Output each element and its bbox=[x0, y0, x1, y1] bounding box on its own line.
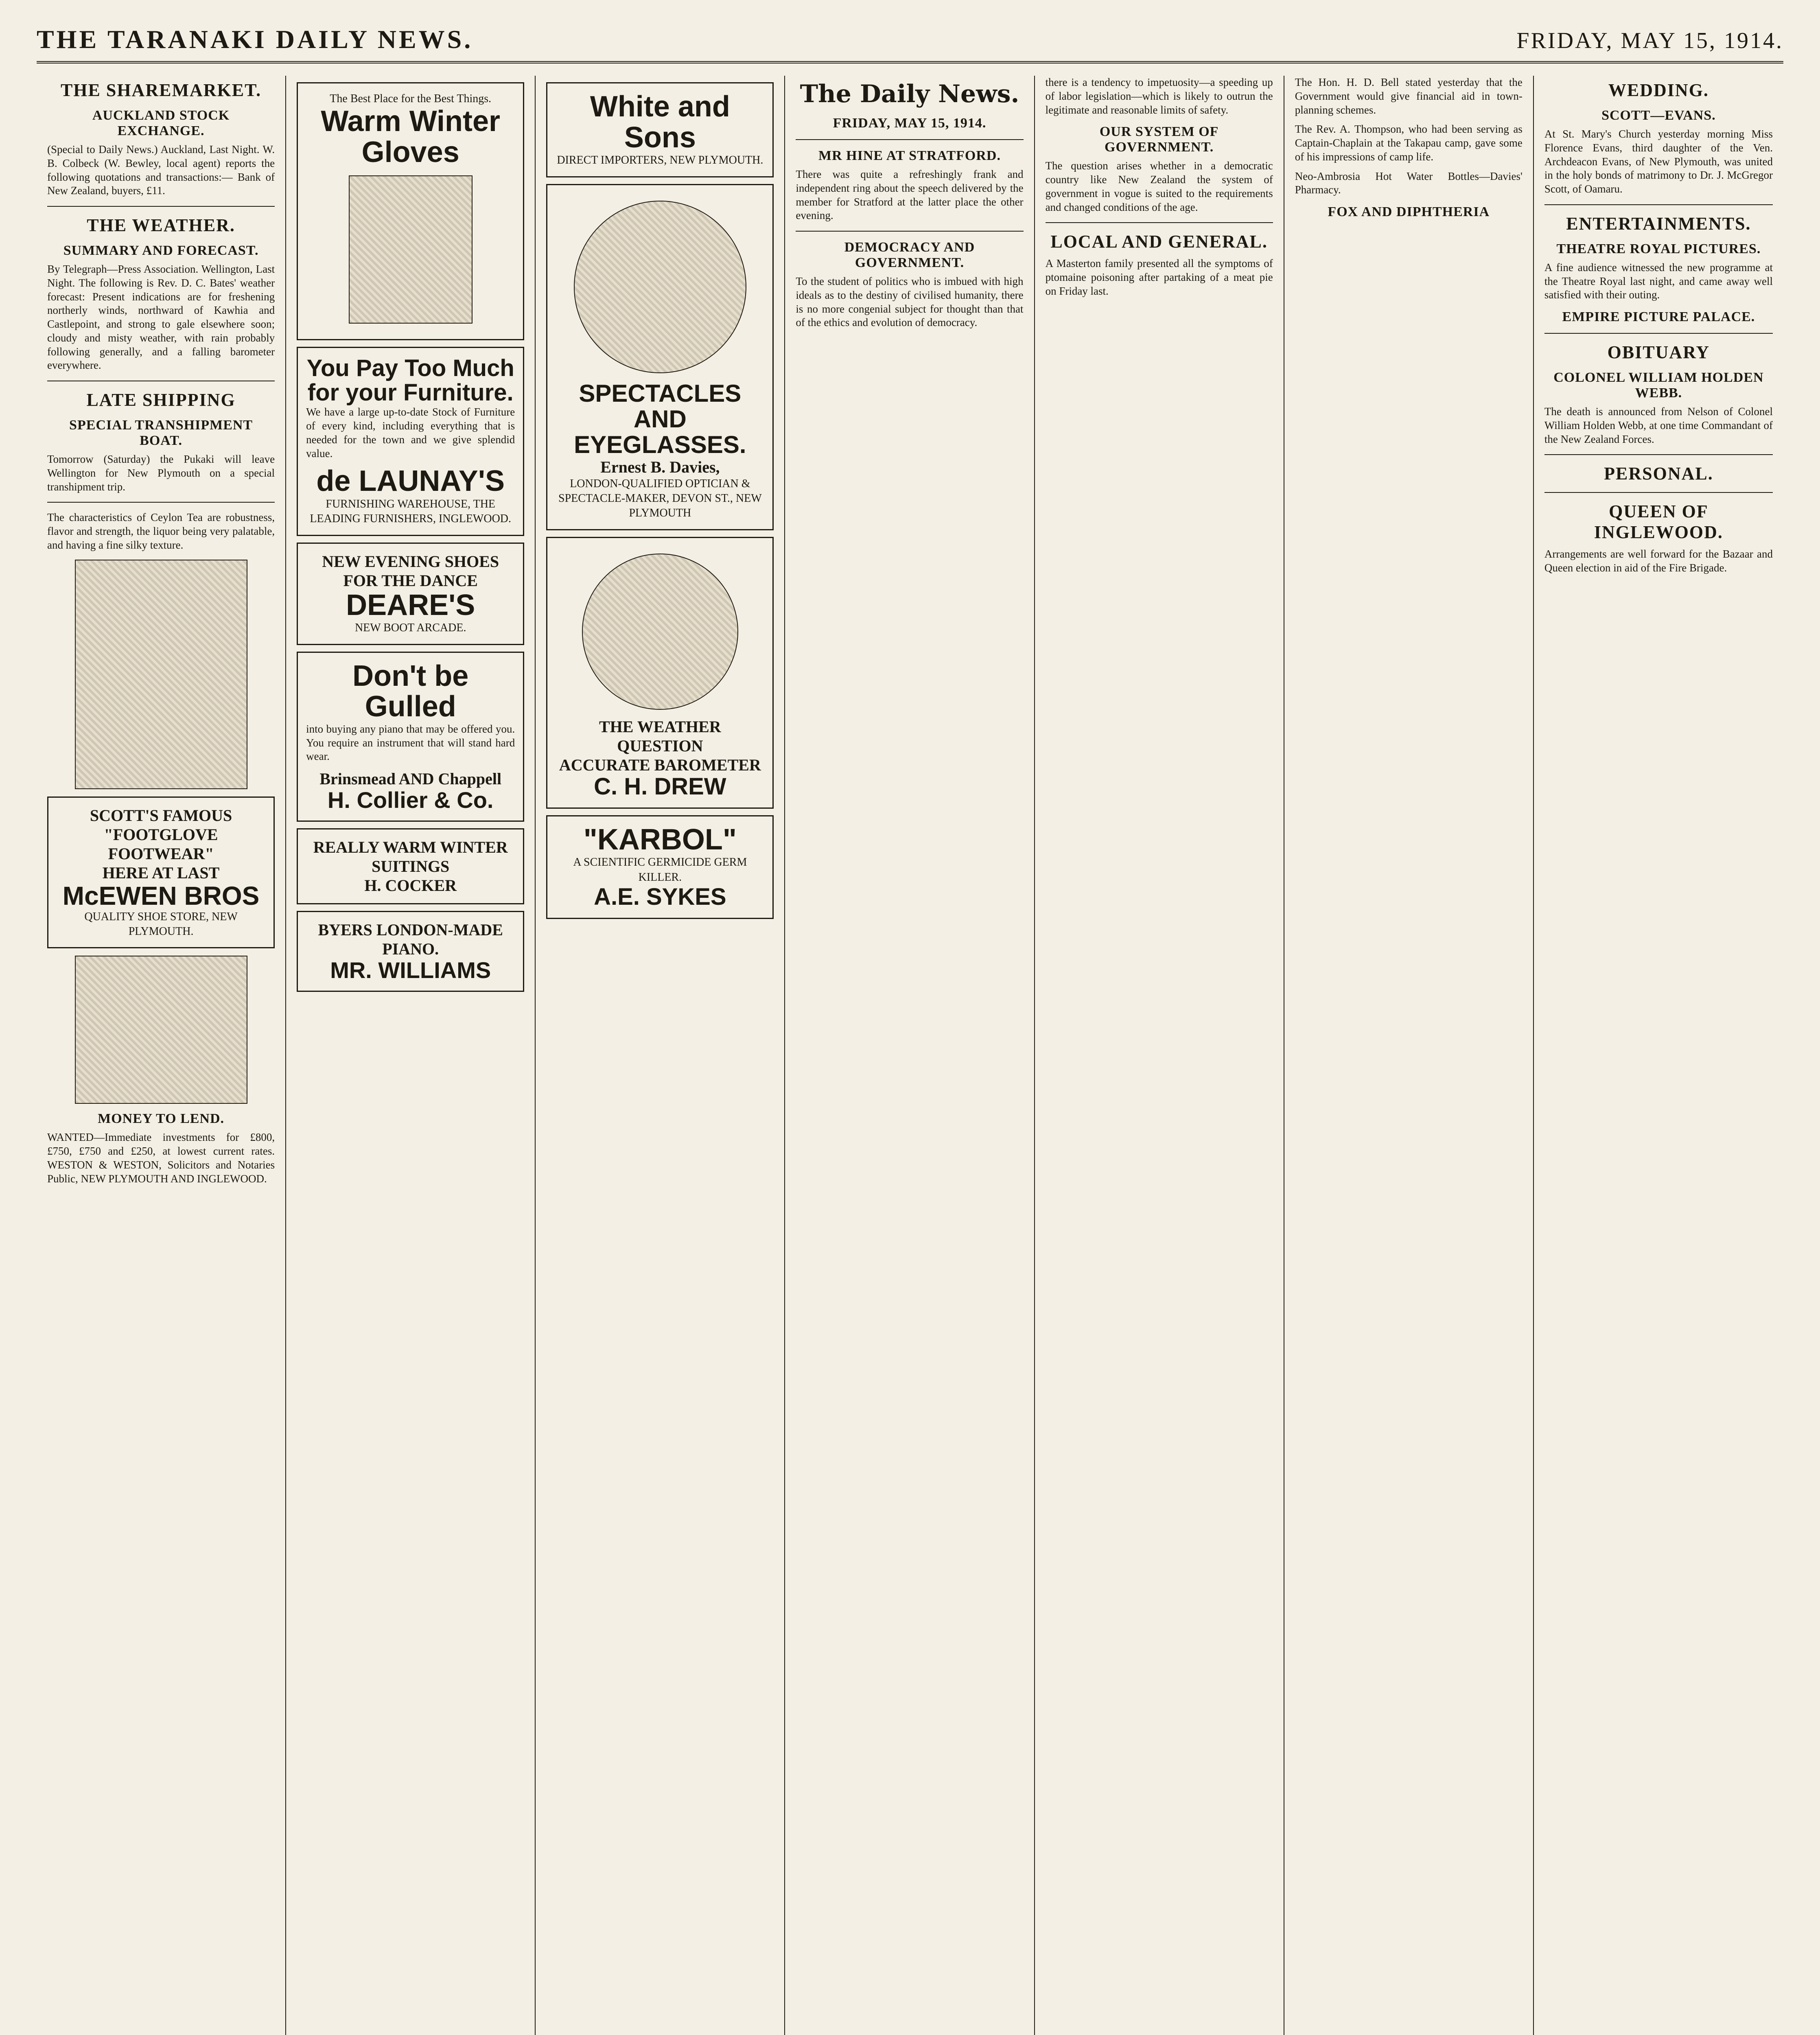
shipping-subheading: SPECIAL TRANSHIPMENT BOAT. bbox=[69, 418, 253, 448]
deare-subtitle: NEW BOOT ARCADE. bbox=[354, 621, 466, 635]
obituary-heading: OBITUARY bbox=[1607, 342, 1710, 362]
barometer-subtitle: ACCURATE BAROMETER bbox=[559, 755, 761, 774]
shipping-text: Tomorrow (Saturday) the Pukaki will leave Wellington for New Plymouth on a special transhipment trip. bbox=[47, 453, 275, 493]
delaunay-subtitle: FURNISHING WAREHOUSE, THE LEADING FURNISHERS, INGLEWOOD. bbox=[310, 497, 512, 525]
piano-brands: Brinsmead AND Chappell bbox=[319, 770, 502, 788]
column-5 bbox=[1035, 76, 1284, 2035]
queen-text: Arrangements are well forward for the Bazaar and Queen election in aid of the Fire Brigade. bbox=[1544, 548, 1773, 574]
evening-shoes-ad bbox=[297, 543, 524, 645]
column-7 bbox=[1534, 76, 1783, 2035]
collier-name: H. Collier & Co. bbox=[327, 787, 494, 813]
barometer-illustration bbox=[582, 554, 738, 710]
byers-ad bbox=[297, 911, 524, 992]
gloves-tagline: The Best Place for the Best Things. bbox=[330, 92, 492, 105]
personal-heading: PERSONAL. bbox=[1604, 464, 1713, 484]
news-item: The Hon. H. D. Bell stated yesterday that the Government would give financial aid in town-planning schemes. bbox=[1295, 76, 1522, 116]
divider bbox=[1544, 492, 1773, 493]
obituary-text: The death is announced from Nelson of Colonel William Holden Webb, at one time Commandant of the New Zealand Forces. bbox=[1544, 405, 1773, 445]
paper-title: THE TARANAKI DAILY NEWS. bbox=[37, 25, 473, 54]
suitings-ad bbox=[297, 828, 524, 904]
column-1 bbox=[37, 76, 286, 2035]
divider bbox=[796, 231, 1023, 232]
divider bbox=[47, 502, 275, 503]
wedding-text: At St. Mary's Church yesterday morning Miss Florence Evans, third daughter of the Ven. Archdeacon Evans, of New Plymouth, was united in the holy bonds of matrimony to Dr. J. McGregor Scott, of Oamaru. bbox=[1544, 128, 1773, 195]
spectacles-ad bbox=[546, 184, 774, 530]
furniture-text: We have a large up-to-date Stock of Furniture of every kind, including everything that is needed for the town and we give splendid value. bbox=[306, 406, 515, 460]
masthead bbox=[37, 24, 1783, 63]
weather-text: By Telegraph—Press Association. Wellington, Last Night. The following is Rev. D. C. Bates' weather forecast: Present indications are for freshening northerly winds, northward of Kawhia and Castlepoint, and strong to gale elsewhere soon; cloudy and misty weather, with rain probably following generally, and a falling barometer everywhere. bbox=[47, 263, 275, 372]
column-2 bbox=[286, 76, 536, 2035]
drew-name: C. H. DREW bbox=[594, 773, 726, 800]
sharemarket-subheading: AUCKLAND STOCK EXCHANGE. bbox=[92, 108, 230, 138]
gloves-title: Warm Winter Gloves bbox=[321, 105, 501, 168]
davies-name: Ernest B. Davies, bbox=[600, 457, 720, 476]
davies-subtitle: LONDON-QUALIFIED OPTICIAN & SPECTACLE-MAKER, DEVON ST., NEW PLYMOUTH bbox=[558, 477, 762, 520]
mcewen-subtitle: QUALITY SHOE STORE, NEW PLYMOUTH. bbox=[84, 910, 238, 938]
editorial-heading: MR HINE AT STRATFORD. bbox=[818, 148, 1001, 163]
system-heading: OUR SYSTEM OF GOVERNMENT. bbox=[1099, 124, 1219, 155]
evening-shoes-title: NEW EVENING SHOES FOR THE DANCE bbox=[322, 552, 499, 590]
barometer-ad bbox=[546, 537, 774, 809]
mcewen-name: McEWEN BROS bbox=[62, 881, 260, 910]
karbol-title: "KARBOL" bbox=[583, 823, 737, 856]
shoe-illustration bbox=[75, 956, 247, 1104]
theatre-heading: THEATRE ROYAL PICTURES. bbox=[1556, 241, 1761, 256]
footglove-tag: HERE AT LAST bbox=[102, 863, 220, 882]
local-text: A Masterton family presented all the symptoms of ptomaine poisoning after partaking of a meat pie on Friday last. bbox=[1045, 257, 1273, 297]
divider bbox=[1544, 454, 1773, 455]
editorial-masthead: The Daily News. bbox=[800, 80, 1019, 108]
columns bbox=[37, 76, 1783, 2035]
karbol-ad bbox=[546, 815, 774, 919]
theatre-text: A fine audience witnessed the new programme at the Theatre Royal last night, and came away well satisfied with their outing. bbox=[1544, 261, 1773, 301]
furniture-ad bbox=[297, 347, 524, 536]
system-text: The question arises whether in a democratic country like New Zealand the system of government in vogue is suited to the requirements and changed conditions of the age. bbox=[1045, 160, 1273, 213]
divider bbox=[47, 206, 275, 207]
issue-date: FRIDAY, MAY 15, 1914. bbox=[1516, 28, 1783, 53]
local-heading: LOCAL AND GENERAL. bbox=[1050, 232, 1268, 252]
obituary-subheading: COLONEL WILLIAM HOLDEN WEBB. bbox=[1553, 370, 1764, 400]
editorial-text: There was quite a refreshingly frank and independent ring about the speech delivered by the member for Stratford at the latter place the other evening. bbox=[796, 168, 1024, 222]
divider bbox=[1544, 333, 1773, 334]
tea-text: The characteristics of Ceylon Tea are robustness, flavor and strength, the liquor being very palatable, and having a fine silky texture. bbox=[47, 511, 275, 551]
article-text: there is a tendency to impetuosity—a speeding up of labor legislation—which is likely to outrun the legitimate and reasonable limits of safety. bbox=[1045, 76, 1273, 116]
divider bbox=[1544, 204, 1773, 205]
editorial-date: FRIDAY, MAY 15, 1914. bbox=[833, 116, 987, 131]
piano-text: into buying any piano that may be offered you. You require an instrument that will stand hard wear. bbox=[306, 722, 515, 763]
news-item: The Rev. A. Thompson, who had been serving as Captain-Chaplain at the Takapau camp, gave some of his impressions of camp life. bbox=[1295, 123, 1522, 163]
shipping-heading: LATE SHIPPING bbox=[86, 390, 236, 410]
footglove-ad bbox=[47, 796, 275, 949]
williams-name: MR. WILLIAMS bbox=[330, 957, 491, 983]
gloves-ad bbox=[297, 82, 524, 340]
money-text: WANTED—Immediate investments for £800, £750, £750 and £250, at lowest current rates. WESTON & WESTON, Solicitors and Notaries Public, NEW PLYMOUTH AND INGLEWOOD. bbox=[47, 1131, 275, 1185]
seal-illustration bbox=[574, 201, 746, 373]
piano-ad bbox=[297, 652, 524, 822]
white-sons-subtitle: DIRECT IMPORTERS, NEW PLYMOUTH. bbox=[557, 154, 763, 167]
money-heading: MONEY TO LEND. bbox=[98, 1111, 225, 1127]
sykes-name: A.E. SYKES bbox=[594, 884, 726, 910]
footglove-title: SCOTT'S FAMOUS bbox=[90, 806, 232, 825]
democracy-text: To the student of politics who is imbued with high ideals as to the destiny of civilised humanity, there is no more congenial subject for thought than that of the ethics and evolution of democracy. bbox=[796, 275, 1024, 329]
gloves-illustration bbox=[349, 175, 472, 324]
news-item: Neo-Ambrosia Hot Water Bottles—Davies' Pharmacy. bbox=[1295, 170, 1522, 196]
spectacles-title: SPECTACLES AND EYEGLASSES. bbox=[574, 379, 746, 458]
barometer-title: THE WEATHER QUESTION bbox=[599, 717, 721, 755]
column-6 bbox=[1284, 76, 1534, 2035]
wedding-subheading: SCOTT—EVANS. bbox=[1601, 108, 1716, 123]
sharemarket-heading: THE SHAREMARKET. bbox=[60, 80, 262, 100]
fox-heading: FOX AND DIPHTHERIA bbox=[1328, 204, 1490, 219]
white-sons-ad bbox=[546, 82, 774, 177]
karbol-subtitle: A SCIENTIFIC GERMICIDE GERM KILLER. bbox=[573, 856, 747, 884]
delaunay-name: de LAUNAY'S bbox=[316, 465, 505, 498]
queen-heading: QUEEN OF INGLEWOOD. bbox=[1594, 501, 1723, 543]
footglove-subtitle: "FOOTGLOVE FOOTWEAR" bbox=[104, 825, 218, 863]
weather-heading: THE WEATHER. bbox=[87, 215, 235, 235]
furniture-title: You Pay Too Much for your Furniture. bbox=[306, 354, 514, 406]
democracy-heading: DEMOCRACY AND GOVERNMENT. bbox=[844, 240, 975, 270]
empire-heading: EMPIRE PICTURE PALACE. bbox=[1562, 309, 1755, 324]
weather-subheading: SUMMARY AND FORECAST. bbox=[63, 243, 259, 258]
piano-title: Don't be Gulled bbox=[352, 659, 469, 723]
entertainments-heading: ENTERTAINMENTS. bbox=[1566, 213, 1751, 234]
cocker-name: H. COCKER bbox=[364, 876, 457, 895]
suitings-title: REALLY WARM WINTER SUITINGS bbox=[313, 838, 508, 875]
white-sons-name: White and Sons bbox=[590, 90, 730, 154]
sharemarket-text: (Special to Daily News.) Auckland, Last Night. W. B. Colbeck (W. Bewley, local agent) reports the following quotations and transactions:— Bank of New Zealand, buyers, £11. bbox=[47, 143, 275, 197]
deare-name: DEARE'S bbox=[346, 589, 475, 621]
column-3 bbox=[536, 76, 785, 2035]
divider bbox=[796, 139, 1023, 140]
byers-title: BYERS LONDON-MADE PIANO. bbox=[318, 920, 503, 958]
column-4 bbox=[785, 76, 1035, 2035]
divider bbox=[1046, 222, 1273, 223]
boot-illustration bbox=[75, 560, 247, 789]
wedding-heading: WEDDING. bbox=[1608, 80, 1709, 100]
